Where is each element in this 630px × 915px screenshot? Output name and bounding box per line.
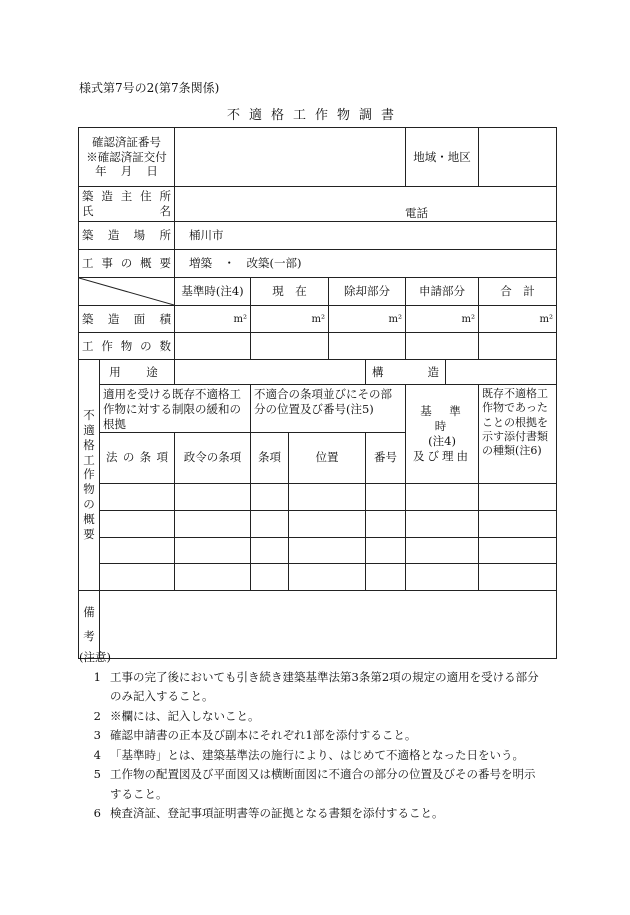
data-cell[interactable] [479,537,557,563]
data-cell[interactable] [100,537,175,563]
notes-list [79,668,559,824]
count-total-field[interactable] [479,333,557,360]
note-item [79,765,559,785]
diagonal-header-cell [79,278,175,306]
region-label: 地域・地区 [406,128,479,187]
note-number: 5 [93,767,101,782]
note-item [79,668,559,688]
law-clause-label: 法の条項 [100,432,175,483]
confirm-value-field[interactable] [175,128,406,187]
data-cell[interactable] [289,483,366,510]
data-cell[interactable] [479,563,557,590]
data-cell[interactable] [366,510,406,537]
data-cell[interactable] [289,563,366,590]
data-cell[interactable] [366,483,406,510]
note-number: 2 [93,708,101,723]
work-label: 工事の概要 [79,250,175,278]
note-continuation: すること。 [110,786,168,801]
area-label: 築造面積 [79,306,175,333]
number-label: 番号 [366,432,406,483]
month-label: 月 [120,164,133,179]
builder-label-cell [79,187,175,222]
col-total: 合 計 [479,278,557,306]
note-number: 1 [93,669,101,684]
base-reason-header [406,385,479,484]
order-clause-label: 政令の条項 [175,432,251,483]
area-unit: m² [461,313,476,325]
confirm-issue-label: ※確認済証交付 [86,149,167,164]
note-text: ※欄には、記入しないこと。 [110,708,260,723]
col-applied: 申請部分 [406,278,479,306]
note-number: 3 [93,728,101,743]
confirm-label-cell [79,128,175,187]
data-cell[interactable] [366,563,406,590]
notes-section [79,648,559,824]
note-text: 検査済証、登記事項証明書等の証拠となる書類を添付すること。 [110,806,444,821]
area-base-field[interactable] [175,306,251,333]
area-removed-field[interactable] [329,306,406,333]
area-unit: m² [388,313,403,325]
structure-value-field[interactable] [446,360,557,385]
region-value-field[interactable] [479,128,557,187]
data-cell[interactable] [251,537,289,563]
area-unit: m² [539,313,554,325]
col-base-time: 基準時(注4) [175,278,251,306]
note-item [79,746,559,766]
area-unit: m² [311,313,325,325]
data-cell[interactable] [406,510,479,537]
notes-heading: (注意) [79,650,111,664]
position-label: 位置 [289,432,366,483]
use-value-field[interactable] [175,360,366,385]
diagonal-line [79,278,174,305]
overview-side-label: 不適格工作物の概要 [79,360,100,591]
page-title: 不適格工作物調書 [226,108,403,123]
data-cell[interactable] [251,563,289,590]
data-cell[interactable] [251,483,289,510]
clause-label: 条項 [251,432,289,483]
use-label: 用 途 [100,360,175,385]
confirm-number-label: 確認済証番号 [92,134,161,149]
builder-name-label-b: 名 [159,204,171,218]
note-item [79,707,559,727]
col-removed: 除却部分 [329,278,406,306]
overview-data-row [79,563,557,590]
area-total-field[interactable] [479,306,557,333]
builder-name-label-a: 氏 [82,204,94,218]
count-base-field[interactable] [175,333,251,360]
form-table [78,127,557,659]
base-reason-line1: 基 準 時 [420,404,479,433]
data-cell[interactable] [175,483,251,510]
note-text: 工事の完了後においても引き続き建築基準法第3条第2項の規定の適用を受ける部分 [110,669,539,684]
nonconform-heading: 不適合の条項並びにその部分の位置及び番号(注5) [251,385,406,433]
site-value[interactable]: 桶川市 [175,222,557,250]
data-cell[interactable] [406,537,479,563]
note-number: 6 [93,806,101,821]
data-cell[interactable] [100,563,175,590]
note-text: 確認申請書の正本及び副本にそれぞれ1部を添付すること。 [110,728,417,743]
note-number: 4 [93,747,101,762]
builder-address-label: 築造主住所 [82,189,171,204]
work-value[interactable]: 増築 ・ 改築(一部) [175,250,557,278]
applied-heading: 適用を受ける既存不適格工作物に対する制限の緩和の根拠 [100,385,251,433]
base-reason-line3: 及び理由 [413,448,472,463]
data-cell[interactable] [289,510,366,537]
area-applied-field[interactable] [406,306,479,333]
note-continuation: のみ記入すること。 [110,689,214,704]
area-current-field[interactable] [251,306,329,333]
note-item [79,804,559,824]
count-removed-field[interactable] [329,333,406,360]
data-cell[interactable] [479,510,557,537]
base-reason-line2: (注4) [428,433,456,448]
data-cell[interactable] [366,537,406,563]
data-cell[interactable] [100,483,175,510]
day-label: 日 [146,164,158,179]
data-cell[interactable] [289,537,366,563]
area-unit: m² [233,313,247,325]
data-cell[interactable] [100,510,175,537]
count-label: 工作物の数 [79,333,175,360]
col-current: 現 在 [251,278,329,306]
evidence-header: 既存不適格工作物であったことの根拠を示す添付書類の種類(注6) [479,385,557,484]
data-cell[interactable] [175,510,251,537]
note-text: 工作物の配置図及び平面図又は横断面図に不適合の部分の位置及びその番号を明示 [110,767,536,782]
count-applied-field[interactable] [406,333,479,360]
data-cell[interactable] [479,483,557,510]
data-cell[interactable] [251,510,289,537]
overview-data-row [79,510,557,537]
site-label: 築造場所 [79,222,175,250]
overview-data-row [79,483,557,510]
note-text: 「基準時」とは、建築基準法の施行により、はじめて不適格となった日をいう。 [110,747,524,762]
note-item [79,726,559,746]
phone-label: 電話 [405,206,428,221]
remarks-label: 備考 [79,590,100,658]
structure-label: 構 造 [366,360,446,385]
data-cell[interactable] [406,563,479,590]
count-current-field[interactable] [251,333,329,360]
year-label: 年 [95,164,107,179]
overview-data-row [79,537,557,563]
builder-value-field[interactable] [175,187,557,222]
data-cell[interactable] [175,537,251,563]
data-cell[interactable] [175,563,251,590]
data-cell[interactable] [406,483,479,510]
form-number: 様式第7号の2(第7条関係) [79,81,220,95]
